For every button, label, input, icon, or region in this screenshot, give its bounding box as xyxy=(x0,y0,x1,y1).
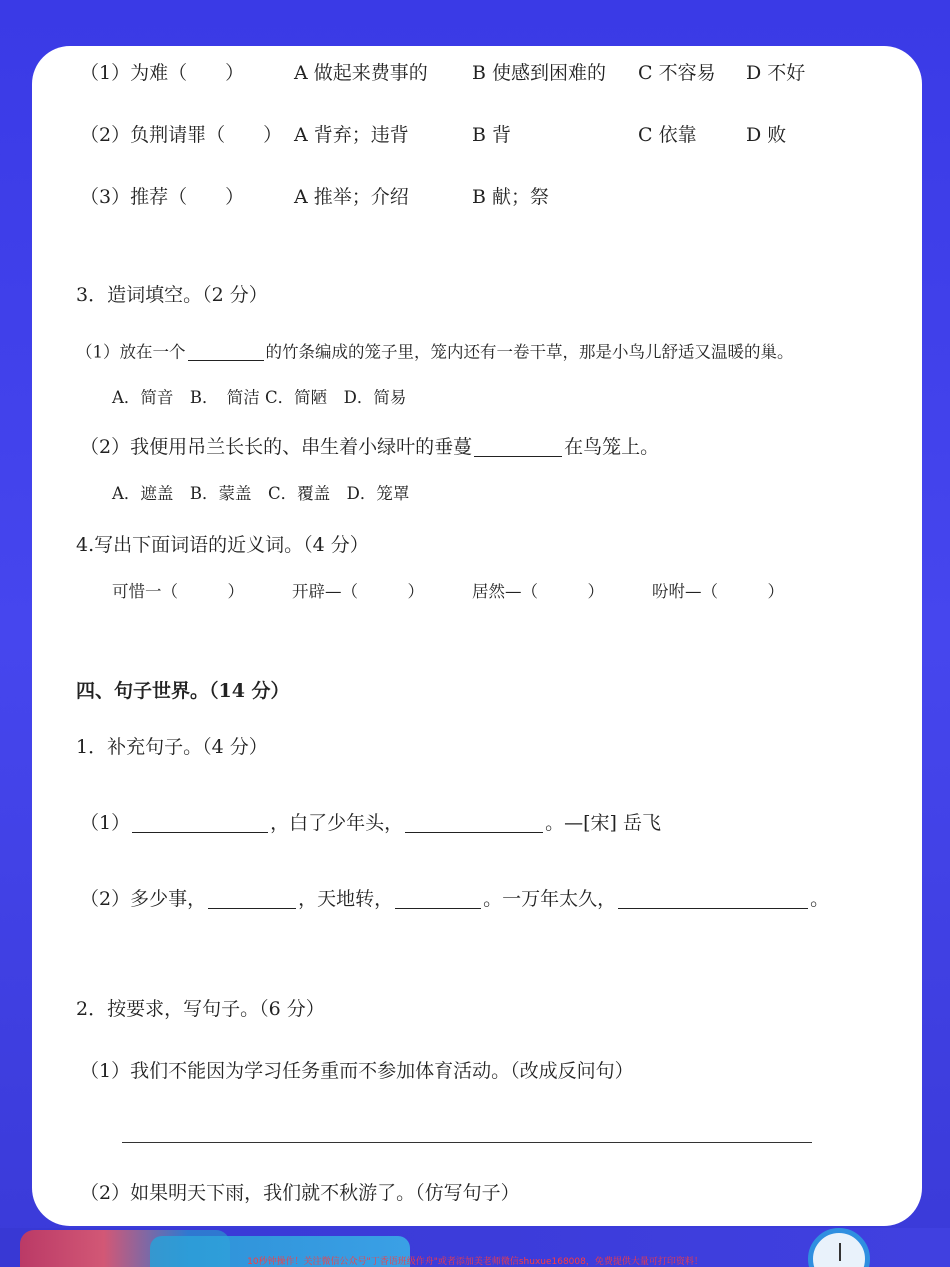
meaning-row-2-option-b: B 背 xyxy=(472,124,512,146)
synonym-item-1[interactable]: 可惜一（ ） xyxy=(112,582,244,601)
sentence-1-before-blank: （1）放在一个 xyxy=(76,342,186,362)
part4-question-2-title: 2．按要求，写句子。（6 分） xyxy=(76,998,325,1020)
fill-sentence-2-prefix: （2）多少事， xyxy=(80,888,207,910)
rewrite-sentence-1-answer-line[interactable] xyxy=(122,1142,812,1143)
fill-sentence-2-blank-1[interactable] xyxy=(208,890,296,909)
question-4-title: 4.写出下面词语的近义词。（4 分） xyxy=(76,534,369,556)
question-3-sentence-1 xyxy=(76,342,794,361)
meaning-row-2-option-c: C 依靠 xyxy=(638,124,697,146)
question-3-sentence-1-options: A．简音 B． 简洁 C．简陋 D．简易 xyxy=(112,388,407,407)
rewrite-sentence-2: （2）如果明天下雨，我们就不秋游了。（仿写句子） xyxy=(80,1182,520,1204)
worksheet-page xyxy=(32,46,922,1226)
fill-sentence-1-suffix: 。—[宋] 岳飞 xyxy=(545,812,661,834)
sentence-2-after-blank: 在鸟笼上。 xyxy=(564,436,660,458)
fill-sentence-1 xyxy=(80,814,661,833)
part4-question-1-title: 1．补充句子。（4 分） xyxy=(76,736,268,758)
sentence-1-after-blank: 的竹条编成的笼子里，笼内还有一卷干草，那是小鸟儿舒适又温暖的巢。 xyxy=(265,342,794,362)
fill-sentence-2-blank-2[interactable] xyxy=(395,890,481,909)
footer-notice: 10秒钟操作！关注微信公众号"丁香语班级作舟"或者添加美老师微信shuxue168008，免费提供大量可打印资料！ xyxy=(247,1257,703,1267)
fill-sentence-2-blank-3[interactable] xyxy=(618,890,808,909)
synonym-item-4[interactable]: 吩咐—（ ） xyxy=(652,582,784,601)
fill-sentence-1-middle: ，白了少年头， xyxy=(270,812,404,834)
synonym-item-3[interactable]: 居然—（ ） xyxy=(472,582,604,601)
meaning-row-2-word: （2）负荆请罪（ ） xyxy=(80,124,283,146)
sentence-2-before-blank: （2）我便用吊兰长长的、串生着小绿叶的垂蔓 xyxy=(80,436,473,458)
sentence-2-blank[interactable] xyxy=(474,438,562,457)
question-3-sentence-2 xyxy=(80,438,659,457)
question-3-title: 3．造词填空。（2 分） xyxy=(76,284,268,306)
meaning-row-1-word: （1）为难（ ） xyxy=(80,62,245,84)
meaning-row-3-option-b: B 献；祭 xyxy=(472,186,550,208)
section-4-title: 四、句子世界。（14 分） xyxy=(76,680,290,702)
meaning-row-1-option-b: B 使感到困难的 xyxy=(472,62,607,84)
meaning-row-1-option-c: C 不容易 xyxy=(638,62,716,84)
rewrite-sentence-1: （1）我们不能因为学习任务重而不参加体育活动。（改成反问句） xyxy=(80,1060,634,1082)
fill-sentence-2-suffix: 。 xyxy=(810,888,830,910)
fill-sentence-1-blank-2[interactable] xyxy=(405,814,543,833)
meaning-row-1-option-a: A 做起来费事的 xyxy=(294,62,428,84)
meaning-row-2-option-a: A 背弃；违背 xyxy=(294,124,409,146)
question-3-sentence-2-options: A．遮盖 B．蒙盖 C．覆盖 D．笼罩 xyxy=(112,484,410,503)
synonym-item-2[interactable]: 开辟—（ ） xyxy=(292,582,424,601)
fill-sentence-1-blank-1[interactable] xyxy=(132,814,268,833)
meaning-row-2-option-d: D 败 xyxy=(746,124,787,146)
fill-sentence-2-middle-2: 。一万年太久， xyxy=(483,888,617,910)
fill-sentence-2 xyxy=(80,890,829,909)
meaning-row-1-option-d: D 不好 xyxy=(746,62,806,84)
meaning-row-3-word: （3）推荐（ ） xyxy=(80,186,245,208)
fill-sentence-1-prefix: （1） xyxy=(80,812,131,834)
fill-sentence-2-middle: ，天地转， xyxy=(298,888,394,910)
sentence-1-blank[interactable] xyxy=(188,342,264,361)
meaning-row-3-option-a: A 推举；介绍 xyxy=(294,186,409,208)
